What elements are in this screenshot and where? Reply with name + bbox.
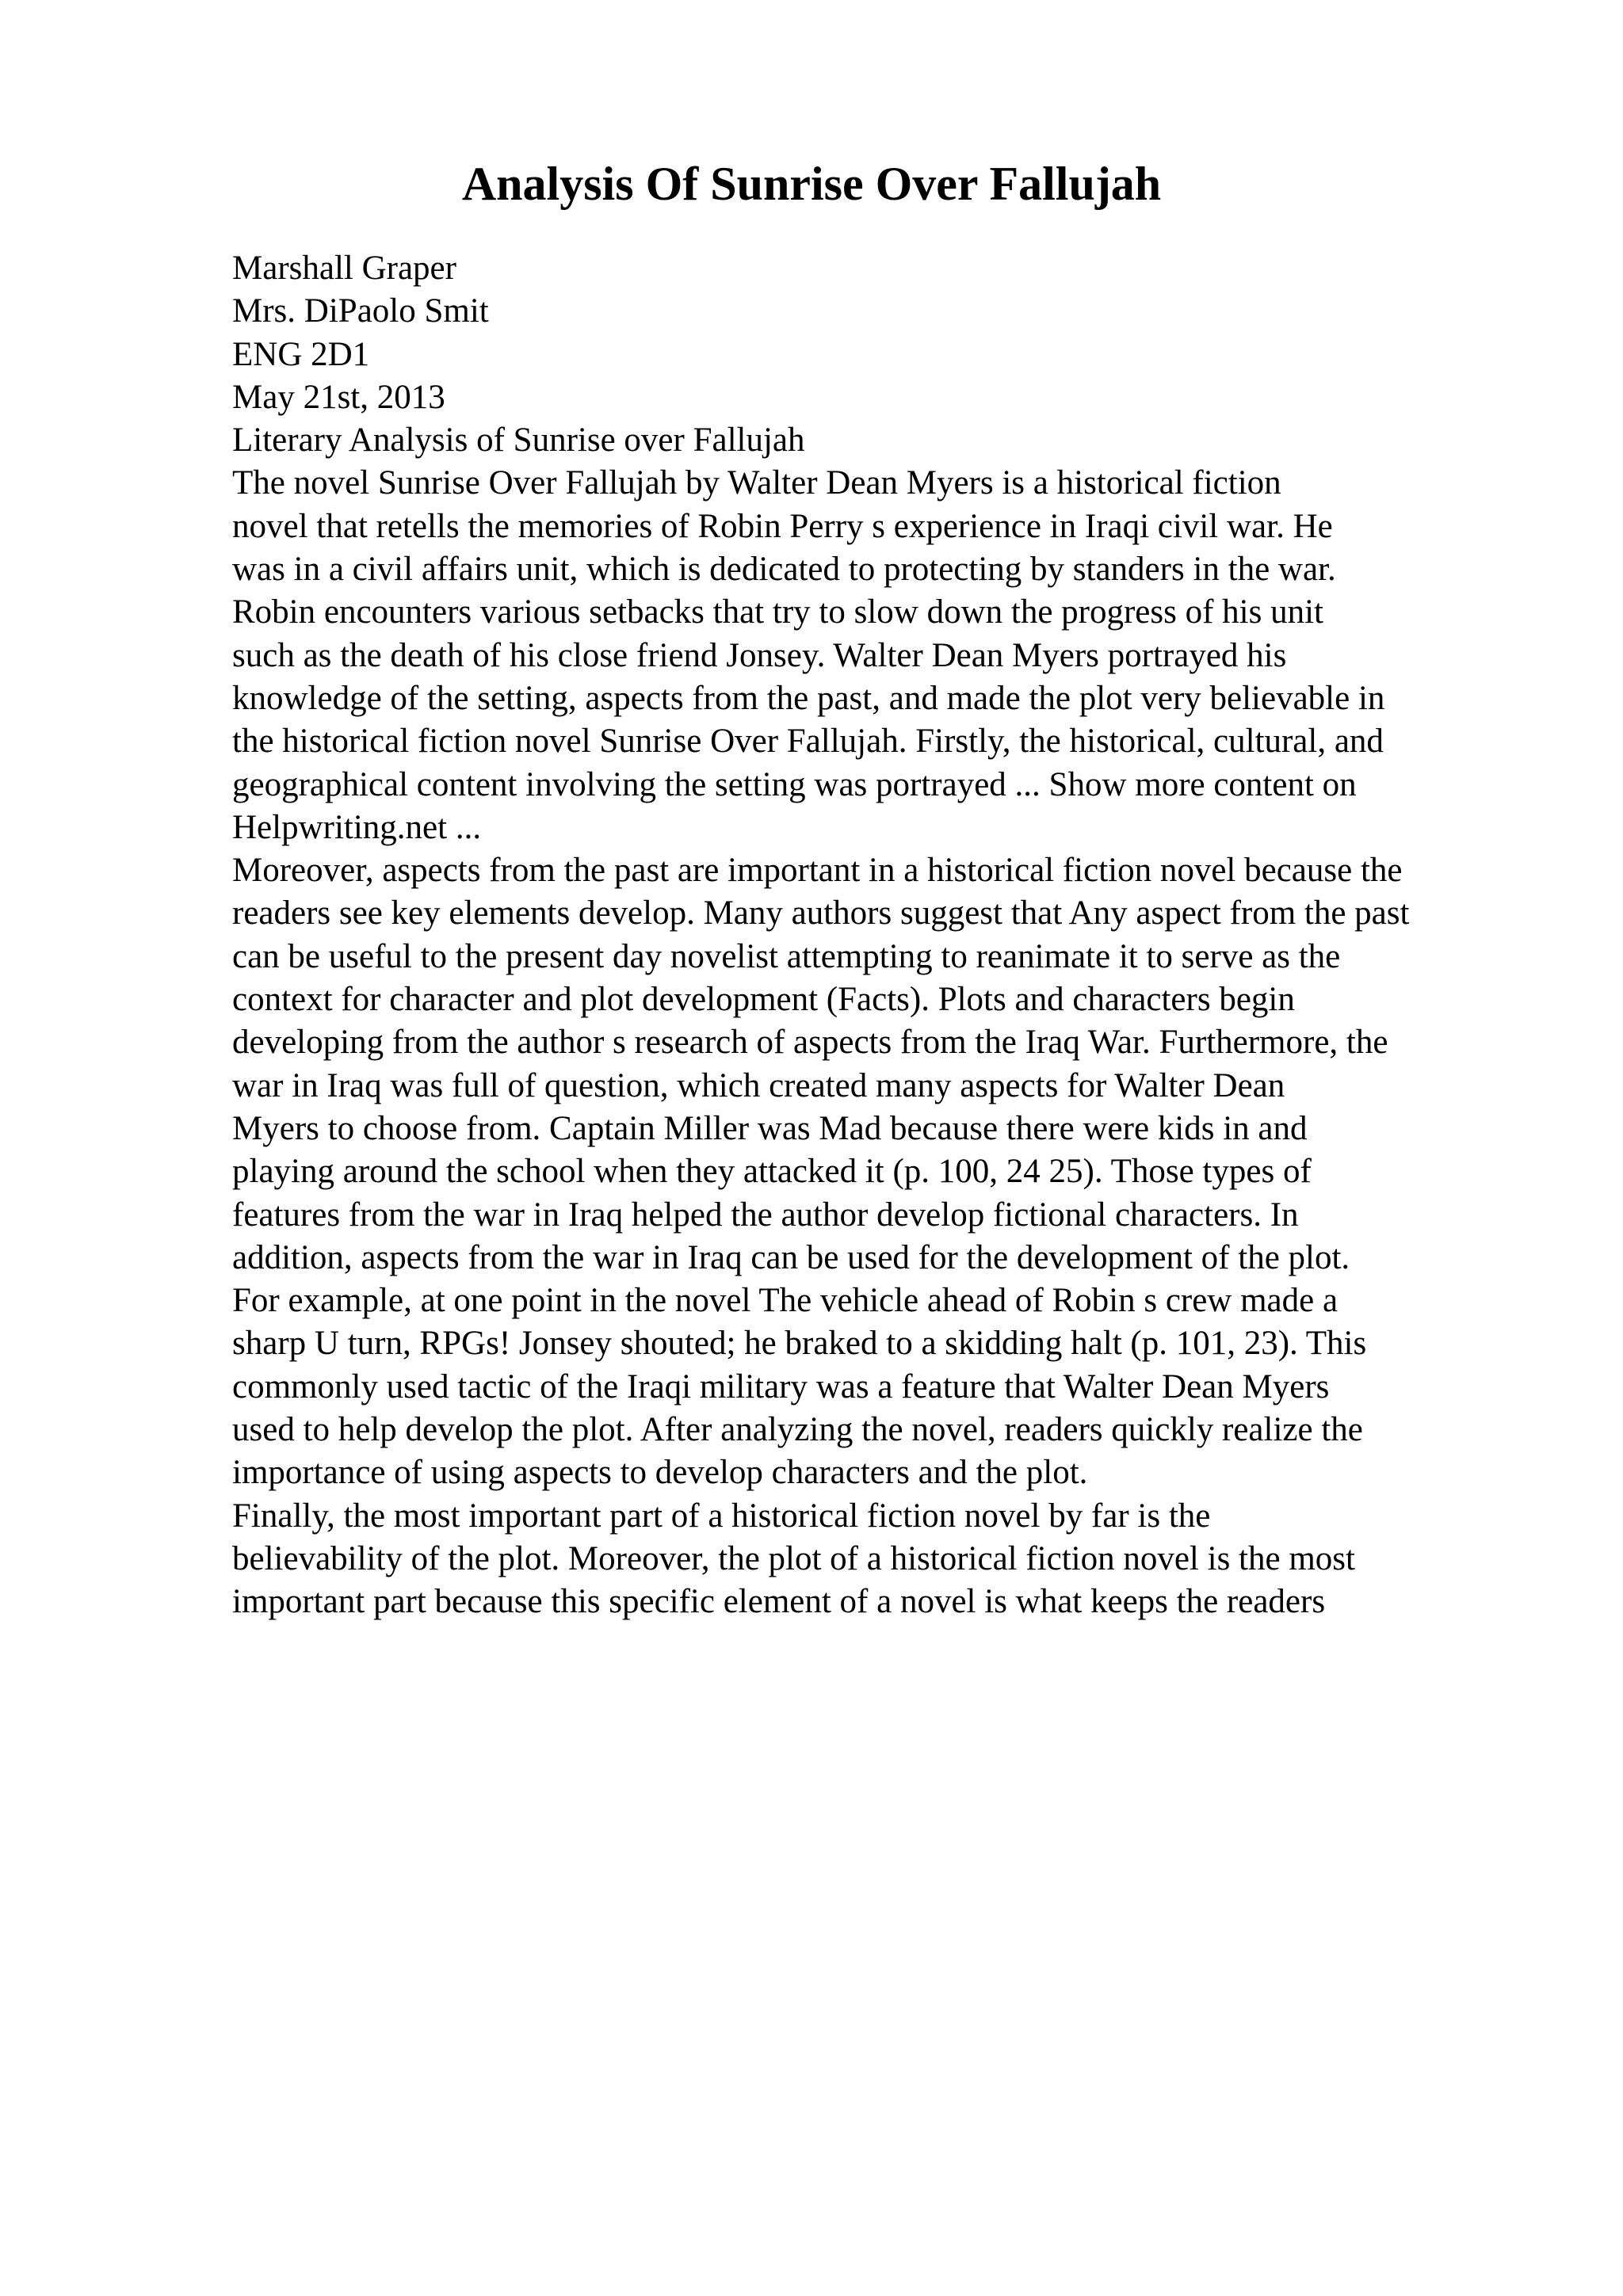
teacher-name-line: Mrs. DiPaolo Smit xyxy=(232,292,489,330)
date-line: May 21st, 2013 xyxy=(232,378,445,416)
text-line: the historical fiction novel Sunrise Over Fallujah. Firstly, the historical, cultural, and xyxy=(232,723,1384,761)
text-line: context for character and plot development (Facts). Plots and characters begin xyxy=(232,981,1295,1019)
text-line: commonly used tactic of the Iraqi military was a feature that Walter Dean Myers xyxy=(232,1367,1330,1405)
document-body xyxy=(232,247,1595,1624)
text-line: such as the death of his close friend Jonsey. Walter Dean Myers portrayed his xyxy=(232,636,1287,674)
text-line: The novel Sunrise Over Fallujah by Walter Dean Myers is a historical fiction xyxy=(232,464,1281,502)
text-line: Myers to choose from. Captain Miller was Mad because there were kids in and xyxy=(232,1109,1308,1147)
text-line: used to help develop the plot. After analyzing the novel, readers quickly realize the xyxy=(232,1411,1363,1449)
text-line: features from the war in Iraq helped the author develop fictional characters. In xyxy=(232,1196,1299,1234)
text-line: Robin encounters various setbacks that try to slow down the progress of his unit xyxy=(232,593,1323,631)
text-line: can be useful to the present day novelist attempting to reanimate it to serve as the xyxy=(232,937,1341,975)
text-line: readers see key elements develop. Many authors suggest that Any aspect from the past xyxy=(232,894,1410,933)
document-title: Analysis Of Sunrise Over Fallujah xyxy=(461,158,1162,210)
text-line: war in Iraq was full of question, which created many aspects for Walter Dean xyxy=(232,1066,1285,1104)
text-line: developing from the author s research of aspects from the Iraq War. Furthermore, the xyxy=(232,1024,1388,1062)
course-code-line: ENG 2D1 xyxy=(232,335,370,373)
text-line: Finally, the most important part of a historical fiction novel by far is the xyxy=(232,1497,1211,1535)
text-line: knowledge of the setting, aspects from the past, and made the plot very believable in xyxy=(232,679,1385,717)
text-line: important part because this specific element of a novel is what keeps the readers xyxy=(232,1583,1326,1621)
text-line: importance of using aspects to develop characters and the plot. xyxy=(232,1454,1088,1492)
text-line: playing around the school when they attacked it (p. 100, 24 25). Those types of xyxy=(232,1153,1312,1191)
text-line: For example, at one point in the novel The vehicle ahead of Robin s crew made a xyxy=(232,1282,1338,1320)
text-line: Moreover, aspects from the past are important in a historical fiction novel because the xyxy=(232,852,1403,890)
text-line: sharp U turn, RPGs! Jonsey shouted; he braked to a skidding halt (p. 101, 23). This xyxy=(232,1325,1367,1363)
text-line: was in a civil affairs unit, which is dedicated to protecting by standers in the war. xyxy=(232,551,1336,589)
text-line: Helpwriting.net ... xyxy=(232,808,482,846)
text-line: believability of the plot. Moreover, the plot of a historical fiction novel is the most xyxy=(232,1539,1355,1577)
text-line: novel that retells the memories of Robin Perry s experience in Iraqi civil war. He xyxy=(232,507,1333,545)
text-line: addition, aspects from the war in Iraq can be used for the development of the plot. xyxy=(232,1238,1350,1276)
text-line: geographical content involving the setting was portrayed ... Show more content on xyxy=(232,765,1357,803)
essay-heading-line: Literary Analysis of Sunrise over Fallujah xyxy=(232,421,805,460)
author-name-line: Marshall Graper xyxy=(232,250,456,287)
